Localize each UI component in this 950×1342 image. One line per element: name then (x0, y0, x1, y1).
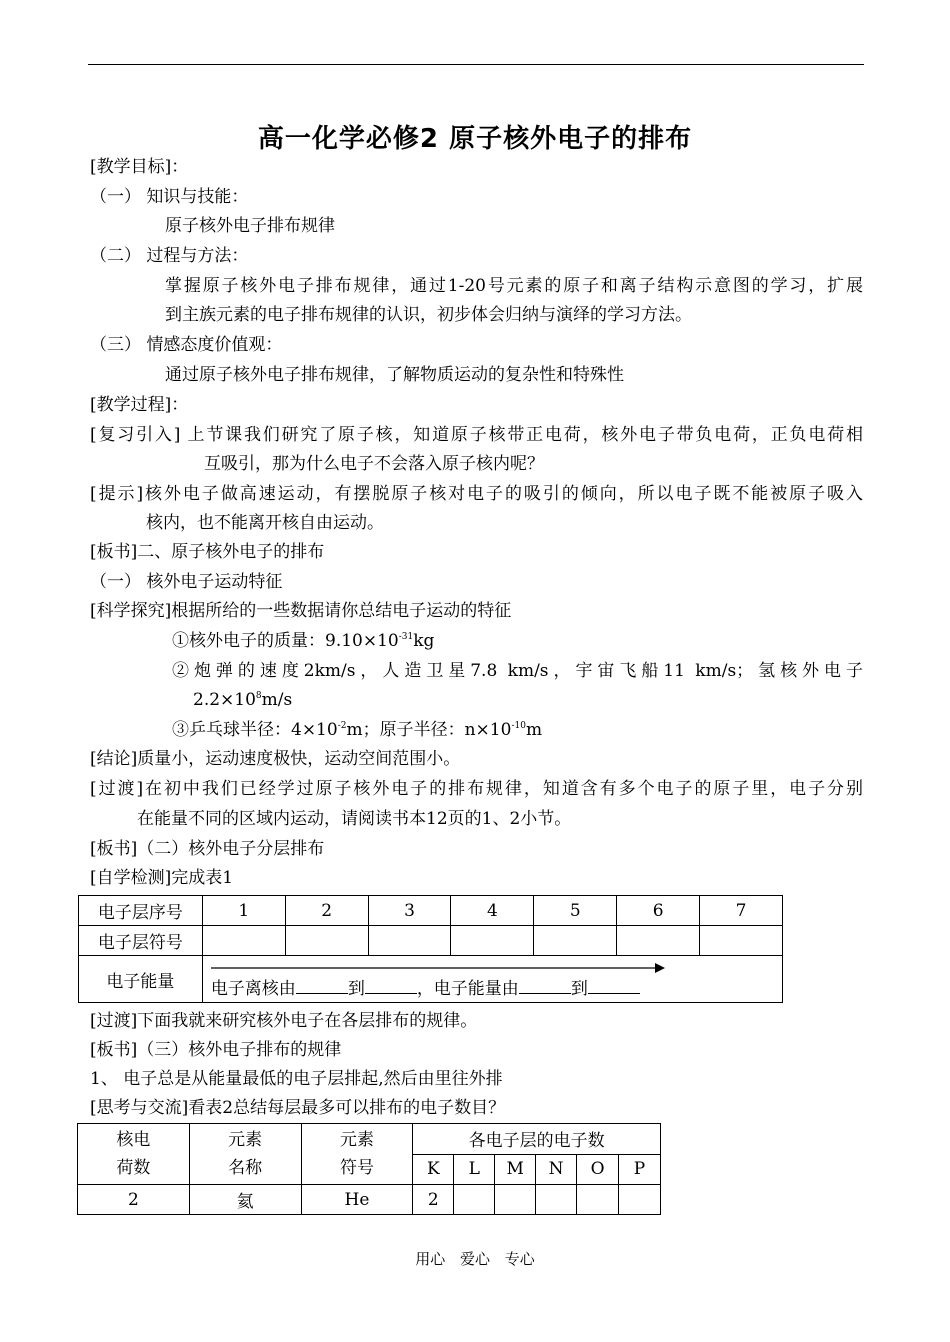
knowledge-content: 原子核外电子排布规律 (165, 216, 335, 236)
table-cell (617, 926, 700, 956)
rule-1: 1、 电子总是从能量最低的电子层排起,然后由里往外排 (90, 1069, 503, 1089)
table-cell: O (577, 1154, 619, 1185)
page-footer: 用心 爱心 专心 (415, 1250, 535, 1268)
table-row (78, 1185, 661, 1215)
table-cell: 3 (368, 896, 451, 926)
table-cell (454, 1185, 495, 1215)
objectives-heading: [教学目标]： (90, 157, 189, 177)
table-row (79, 926, 783, 956)
table-cell: 电子层符号 (79, 926, 203, 956)
fill-blank[interactable] (519, 975, 571, 994)
header-shell-electrons: 各电子层的电子数 (413, 1124, 661, 1155)
table-cell: 2 (413, 1185, 454, 1215)
review-line2: 互吸引，那为什么电子不会落入原子核内呢？ (204, 454, 544, 474)
table-cell: 电子层序号 (79, 896, 203, 926)
self-check-line: [自学检测]完成表1 (90, 868, 234, 888)
table-cell: 2 (78, 1185, 190, 1215)
table-cell: L (454, 1154, 495, 1185)
knowledge-label: （一） 知识与技能： (90, 187, 249, 207)
table-cell (577, 1185, 619, 1215)
table-cell: M (495, 1154, 536, 1185)
board-section-2: [板书]二、原子核外电子的排布 (90, 542, 325, 562)
process-heading: [教学过程]： (90, 395, 189, 415)
transition-line3: [过渡]下面我就来研究核外电子在各层排布的规律。 (90, 1011, 478, 1031)
energy-sentence: 电子离核由 到 ，电子能量由 到 (203, 975, 782, 1002)
table-cell (619, 1185, 661, 1215)
table-cell: N (536, 1154, 577, 1185)
think-line: [思考与交流]看表2总结每层最多可以排布的电子数目？ (90, 1098, 506, 1118)
board-section-2-2: [板书]（二）核外电子分层排布 (90, 839, 325, 859)
item-speed-line2: $2.2\times 10^8m/s$ (193, 690, 293, 710)
emotion-content: 通过原子核外电子排布规律，了解物质运动的复杂性和特殊性 (165, 365, 624, 385)
item-electron-mass: ①核外电子的质量：$9.10\times 10^{-31}kg$ (172, 631, 435, 651)
section-motion: （一） 核外电子运动特征 (90, 572, 283, 592)
item-radius: ③乒乓球半径：$4\times 10^{-2}m$；原子半径：$n\times 10^{-10}m$ (172, 720, 543, 740)
fill-blank[interactable] (365, 975, 417, 994)
fill-blank[interactable] (588, 975, 640, 994)
process-method-line2: 到主族元素的电子排布规律的认识，初步体会归纳与演绎的学习方法。 (165, 305, 692, 325)
table-cell (368, 926, 451, 956)
table-cell (700, 926, 783, 956)
table-cell (285, 926, 368, 956)
table-cell: 2 (285, 896, 368, 926)
page-title: 高一化学必修2 原子核外电子的排布 (257, 124, 693, 154)
explore-line: [科学探究]根据所给的一些数据请你总结电子运动的特征 (90, 601, 512, 621)
transition-line2: 在能量不同的区域内运动，请阅读书本12页的1、2小节。 (137, 809, 572, 829)
emotion-label: （三） 情感态度价值观： (90, 335, 283, 355)
table-cell: P (619, 1154, 661, 1185)
header-charge: 核电 荷数 (78, 1124, 190, 1185)
table-row (79, 956, 783, 1003)
table-cell: 5 (534, 896, 617, 926)
table-1 (78, 895, 783, 1003)
table-cell (495, 1185, 536, 1215)
table-cell (536, 1185, 577, 1215)
table-cell (534, 926, 617, 956)
table-cell: 氦 (189, 1185, 301, 1215)
table-cell: 6 (617, 896, 700, 926)
header-name: 元素 名称 (189, 1124, 301, 1185)
table-cell: 4 (451, 896, 534, 926)
process-method-label: （二） 过程与方法： (90, 246, 249, 266)
header-rule (88, 64, 864, 65)
table-cell: K (413, 1154, 454, 1185)
table-cell: 7 (700, 896, 783, 926)
table-row (79, 896, 783, 926)
board-section-2-3: [板书]（三）核外电子排布的规律 (90, 1040, 342, 1060)
table-cell: 1 (202, 896, 285, 926)
table-cell (451, 926, 534, 956)
table-cell: He (301, 1185, 413, 1215)
fill-blank[interactable] (296, 975, 348, 994)
table-row (78, 1124, 661, 1155)
table-2 (77, 1123, 661, 1215)
header-symbol: 元素 符号 (301, 1124, 413, 1185)
conclusion-line: [结论]质量小，运动速度极快，运动空间范围小。 (90, 749, 461, 769)
table-cell: 电子能量 (79, 956, 203, 1003)
table-cell (202, 926, 285, 956)
energy-cell (202, 956, 782, 1003)
process-method-line1: 掌握原子核外电子排布规律，通过1-20号元素的原子和离子结构示意图的学习，扩展 (165, 276, 863, 296)
review-line1: [复习引入] 上节课我们研究了原子核，知道原子核带正电荷，核外电子带负电荷，正负电荷相 (90, 425, 863, 445)
hint-line2: 核内，也不能离开核自由运动。 (146, 513, 384, 533)
item-speed-line1: ②炮弹的速度2km/s，人造卫星7.8 km/s，宇宙飞船11 km/s；氢核外电子 (172, 661, 863, 681)
transition-line1: [过渡]在初中我们已经学过原子核外电子的排布规律，知道含有多个电子的原子里，电子分别 (90, 779, 863, 799)
hint-line1: [提示]核外电子做高速运动，有摆脱原子核对电子的吸引的倾向，所以电子既不能被原子吸入 (90, 484, 863, 504)
arrow-icon (211, 961, 665, 975)
